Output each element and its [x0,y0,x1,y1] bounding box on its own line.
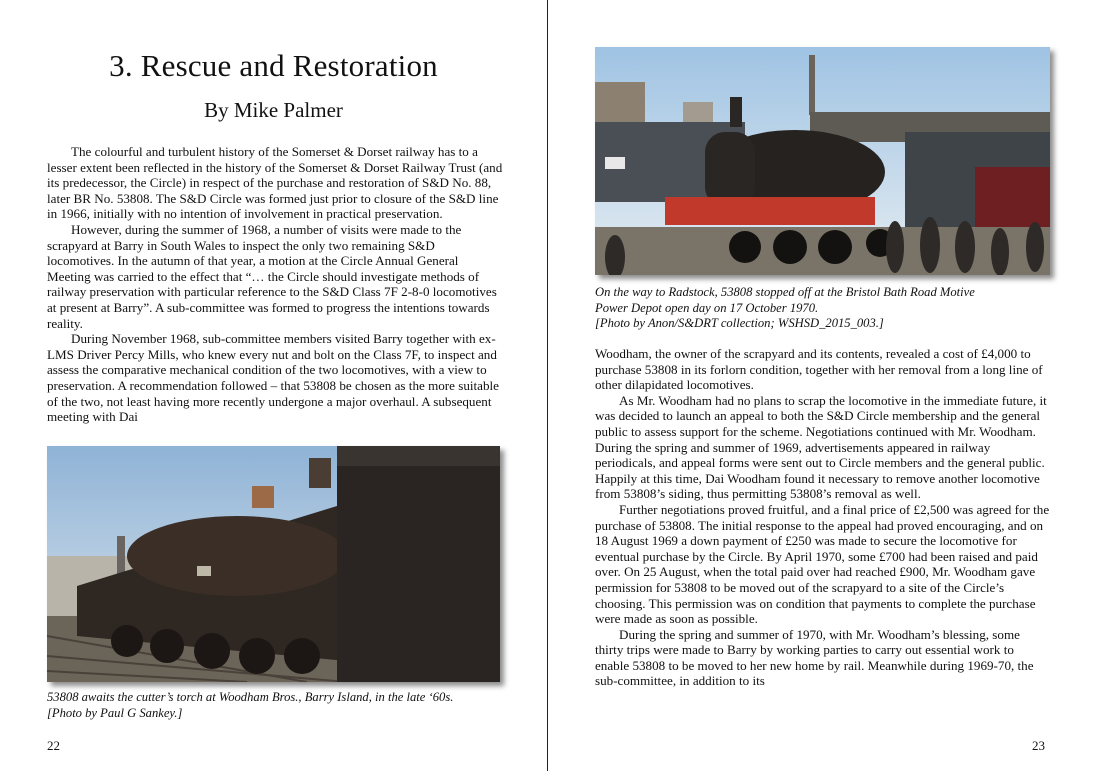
paragraph: During November 1968, sub-committee members visited Barry together with ex-LMS Driver Percy Mills, who knew every nut and bolt on the Class 7F, to inspect and assess the comparative mechanical condition of the two locomotives, with a view to preservation. A recommendation followed – that 53808 be chosen as the more suitable of the two, not least having more recently undergone a major overhaul. A subsequent meeting with Dai [47,331,499,425]
page-number-right: 23 [1032,738,1045,753]
chapter-title: 3. Rescue and Restoration [109,48,438,83]
photo-credit: [Photo by Paul G Sankey.] [47,705,183,720]
left-page-body-text [47,144,503,425]
right-photo-caption [595,285,1065,332]
caption-line: On the way to Radstock, 53808 stopped off at the Bristol Bath Road Motive [595,285,975,299]
caption-line: Power Depot open day on 17 October 1970. [595,300,819,315]
caption-line: 53808 awaits the cutter’s torch at Woodham Bros., Barry Island, in the late ‘60s. [47,690,454,704]
left-photo-caption [47,690,517,721]
paragraph: The colourful and turbulent history of the Somerset & Dorset railway has to a lesser extent been reflected in the history of the Somerset & Dorset Railway Trust (and its predecessor, the Circle) in respect of the purchase and restoration of S&D No. 88, later BR No. 53808. The S&D Circle was formed just prior to closure of the S&D line in 1966, initially with no intention of involvement in practical preservation. [47,144,503,222]
paragraph: As Mr. Woodham had no plans to scrap the locomotive in the immediate future, it was decided to launch an appeal to both the S&D Circle membership and the general public to assess support for the scheme. Negotiations continued with Mr. Woodham. During the spring and summer of 1969, advertisements appeared in railway periodicals, and appeal forms were sent out to Circle members and the general public. Happily at this time, Dai Woodham found it necessary to remove another locomotive from 53808’s siding, thus permitting 53808’s removal as well. [595,392,1047,502]
paragraph: Woodham, the owner of the scrapyard and its contents, revealed a cost of £4,000 to purchase 53808 in its forlorn condition, together with her removal from a long line of other dilapidated locomotives. [595,346,1043,393]
right-page-body-text [595,346,1051,689]
page-gutter-divider [547,0,548,771]
paragraph: Further negotiations proved fruitful, and a final price of £2,500 was agreed for the purchase of 53808. The initial response to the appeal had proved encouraging, and on 18 August 1969 a down payment of £250 was made to secure the locomotive for eventual purchase by the Circle. By April 1970, some £700 had been raised and paid over. On 25 August, when the total paid over had reached £900, Mr. Woodham gave permission for 53808 to be moved out of the scrapyard to a site of the Circle’s choosing. This permission was on condition that payments to complete the purchase were made as soon as possible. [595,501,1050,627]
paragraph: However, during the summer of 1968, a number of visits were made to the scrapyard at Barry in South Wales to inspect the only two remaining S&D locomotives. In the autumn of that year, a motion at the Circle Annual General Meeting was carried to the effect that “… the Circle should investigate methods of railway preservation with particular reference to the S&D Class 7F 2-8-0 locomotives at present at Barry”. A sub-committee was formed to progress the intentions towards reality. [47,221,497,331]
depot-open-day-photo [595,47,1050,275]
photo-credit: [Photo by Anon/S&DRT collection; WSHSD_2015_003.] [595,316,884,330]
page-number-left: 22 [47,738,60,753]
author-byline: By Mike Palmer [204,98,343,122]
scrapyard-locomotive-photo [47,446,500,682]
paragraph: During the spring and summer of 1970, with Mr. Woodham’s blessing, some thirty trips were made to Barry by working parties to carry out essential work to enable 53808 to be moved to her new home by rail. Meanwhile during 1969-70, the sub-committee, in addition to its [595,626,1034,689]
